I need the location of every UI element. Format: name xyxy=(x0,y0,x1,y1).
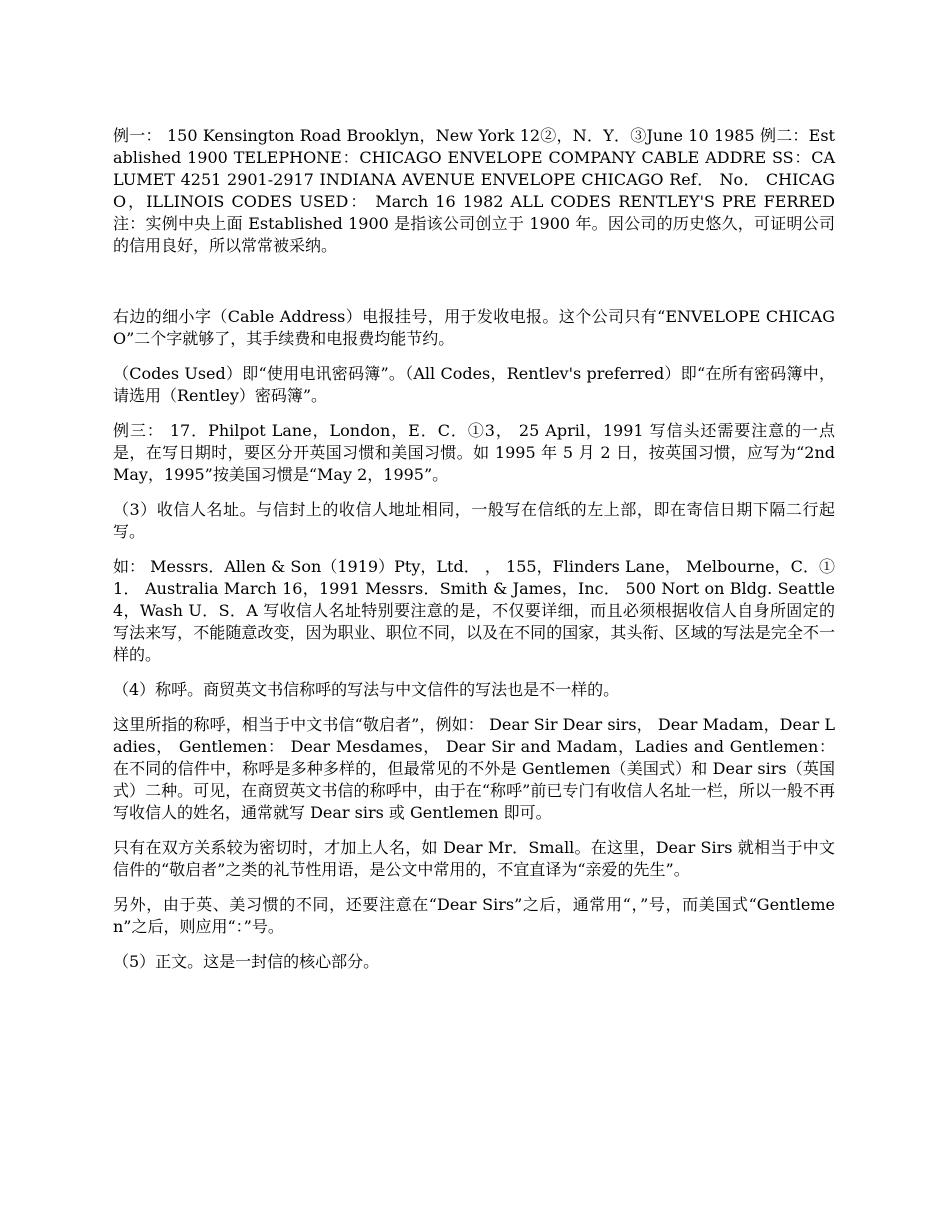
paragraph-example-one: 例一： 150 Kensington Road Brooklyn，New York 12②，N．Y．③June 10 1985 例二：Established 1900 TELEPHONE：CHICAGO ENVELOPE COMPANY CABLE ADDRE SS：CALUMET 4251 2901-2917 INDIANA AVENUE ENVELOPE CHICAGO Ref． No． CHICAGO，ILLINOIS CODES USED： March 16 1982 ALL CODES RENTLEY'S PRE FERRED 注：实例中央上面 Established 1900 是指该公司创立于 1900 年。因公司的历史悠久，可证明公司的信用良好，所以常常被采纳。 xyxy=(113,126,836,255)
paragraph-salutation-examples: 这里所指的称呼，相当于中文书信“敬启者”，例如： Dear Sir Dear sirs， Dear Madam，Dear Ladies， Gentlemen： Dear Mesdames， Dear Sir and Madam，Ladies and Gentlemen： 在不同的信件中，称呼是多种多样的，但最常见的不外是 Gentlemen（美国式）和 Dear sirs（英国式）二种。可见，在商贸英文书信的称呼中，由于在“称呼”前已专门有收信人名址一栏，所以一般不再写收信人的姓名，通常就写 Dear sirs 或 Gentlemen 即可。 xyxy=(113,715,835,822)
paragraph-spacer xyxy=(113,270,835,306)
paragraph-personal-names: 只有在双方关系较为密切时，才加上人名，如 Dear Mr．Small。在这里，Dear Sirs 就相当于中文信件的“敬启者”之类的礼节性用语，是公文中常用的，不宜直译为“亲爱的先生”。 xyxy=(113,838,835,879)
paragraph-example-three: 例三： 17．Philpot Lane，London，E．C．①3， 25 April，1991 写信头还需要注意的一点是，在写日期时，要区分开英国习惯和美国习惯。如 1995 年 5 月 2 日，按英国习惯，应写为“2ndMay，1995”按美国习惯是“May 2，1995”。 xyxy=(113,421,835,484)
paragraph-punctuation: 另外，由于英、美习惯的不同，还要注意在“Dear Sirs”之后，通常用“，”号，而美国式“Gentlemen”之后，则应用“：”号。 xyxy=(113,895,835,936)
paragraph-cable-address: 右边的细小字（Cable Address）电报挂号，用于发收电报。这个公司只有“ENVELOPE CHICAGO”二个字就够了，其手续费和电报费均能节约。 xyxy=(113,307,835,348)
paragraph-salutation-heading: （4）称呼。商贸英文书信称呼的写法与中文信件的写法也是不一样的。 xyxy=(113,680,620,699)
paragraph-address-example: 如： Messrs．Allen & Son（1919）Pty，Ltd． ， 155，Flinders Lane， Melbourne，C．①1． Australia March 16，1991 Messrs．Smith & James，Inc． 500 Nort on Bldg. Seattle 4，Wash U．S．A 写收信人名址特别要注意的是，不仅要详细，而且必须根据收信人自身所固定的写法来写，不能随意改变，因为职业、职位不同，以及在不同的国家，其头衔、区域的写法是完全不一样的。 xyxy=(113,557,835,664)
paragraph-body-heading: （5）正文。这是一封信的核心部分。 xyxy=(113,952,380,971)
paragraph-recipient-address: （3）收信人名址。与信封上的收信人地址相同，一般写在信纸的左上部，即在寄信日期下隔二行起写。 xyxy=(113,500,835,541)
document-page xyxy=(113,125,835,986)
paragraph-codes-used: （Codes Used）即“使用电讯密码簿”。（All Codes，Rentlev's preferred）即“在所有密码簿中，请选用（Rentley）密码簿”。 xyxy=(113,364,835,405)
